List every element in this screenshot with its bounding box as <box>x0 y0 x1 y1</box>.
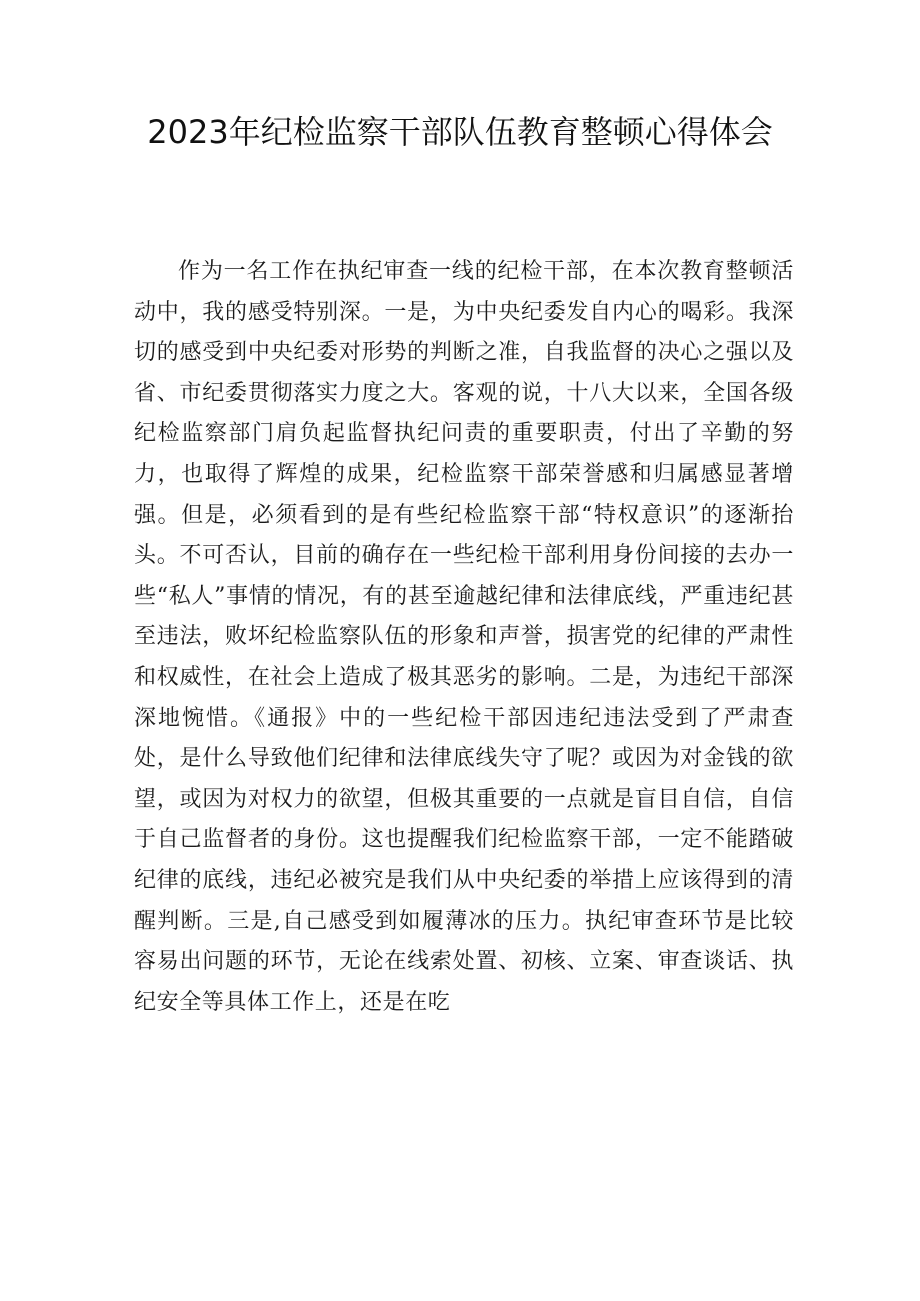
body-paragraph: 作为一名工作在执纪审查一线的纪检干部，在本次教育整顿活动中，我的感受特别深。一是，为中央纪委发自内心的喝彩。我深切的感受到中央纪委对形势的判断之准，自我监督的决心之强以及省、市纪委贯彻落实力度之大。客观的说，十八大以来，全国各级纪检监察部门肩负起监督执纪问责的重要职责，付出了辛勤的努力，也取得了辉煌的成果，纪检监察干部荣誉感和归属感显著增强。但是，必须看到的是有些纪检监察干部“特权意识”的逐渐抬头。不可否认，目前的确存在一些纪检干部利用身份间接的去办一些“私人”事情的情况，有的甚至逾越纪律和法律底线，严重违纪甚至违法，败坏纪检监察队伍的形象和声誉，损害党的纪律的严肃性和权威性，在社会上造成了极其恶劣的影响。二是，为违纪干部深深地惋惜。《通报》中的一些纪检干部因违纪违法受到了严肃查处，是什么导致他们纪律和法律底线失守了呢？或因为对金钱的欲望，或因为对权力的欲望，但极其重要的一点就是盲目自信，自信于自己监督者的身份。这也提醒我们纪检监察干部，一定不能踏破纪律的底线，违纪必被究是我们从中央纪委的举措上应该得到的清醒判断。三是,自己感受到如履薄冰的压力。执纪审查环节是比较容易出问题的环节，无论在线索处置、初核、立案、审查谈话、执纪安全等具体工作上，还是在吃 <box>134 259 794 1015</box>
document-title: 2023年纪检监察干部队伍教育整顿心得体会 <box>147 113 773 151</box>
